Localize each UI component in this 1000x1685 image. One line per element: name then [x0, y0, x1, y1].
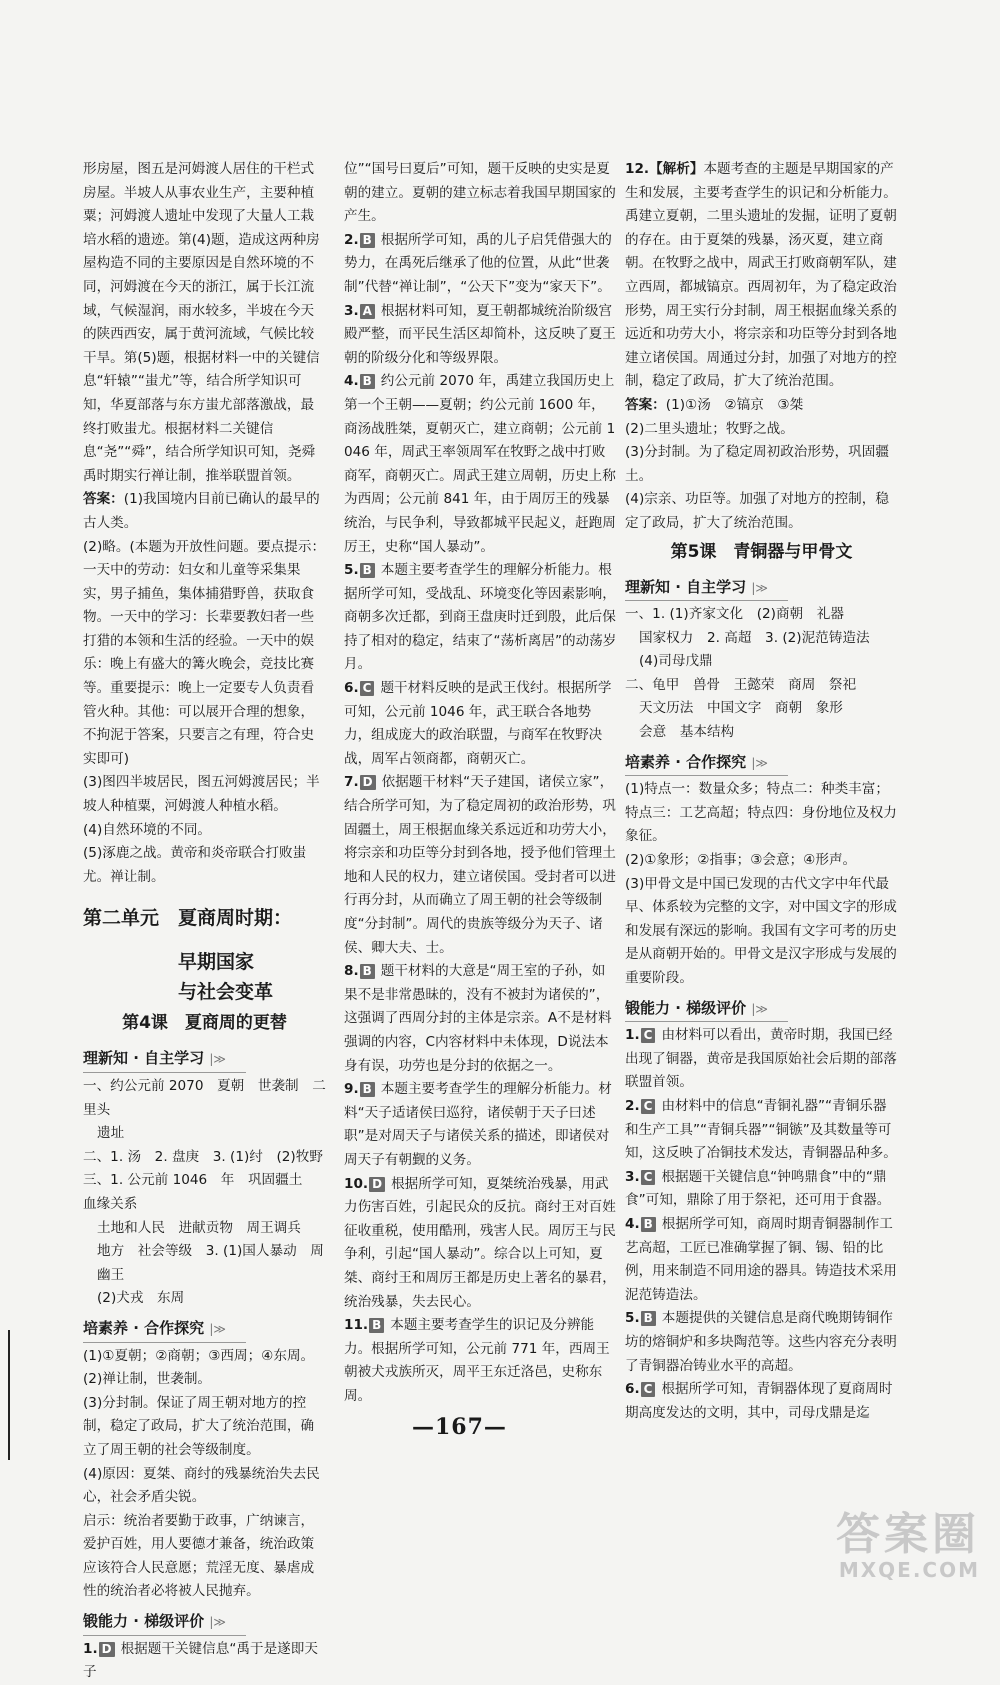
answer-badge: B	[360, 233, 375, 248]
q12-answer-1: 答案：(1)①汤 ②镐京 ③桀	[625, 396, 804, 413]
learn-item: (4)司母戊鼎	[639, 653, 713, 670]
question-item: 5. B 本题提供的关键信息是商代晚期铸铜作坊的熔铜炉和多块陶范等。这些内容充分表明了青铜器冶铸业水平的高超。	[625, 1310, 897, 1374]
question-12: 12.【解析】本题考查的主题是早期国家的产生和发展，主要考查学生的识记和分析能力。禹建立夏朝，二里头遗址的发掘，证明了夏朝的存在。由于夏桀的残暴，汤灭夏，建立商朝。在牧野之战中，周武王打败商朝军队，建立西周，都城镐京。西周初年，为了稳定政治形势，周王实行分封制，周王根据血缘关系的远近和功劳大小，将宗亲和功臣等分封到各地建立诸侯国。周通过分封，加强了对地方的控制，稳定了政局，扩大了统治范围。	[625, 161, 897, 390]
section-heading-explore: 培素养 · 合作探究 |≫	[625, 751, 788, 777]
question-item: 10. D 根据所学可知，夏桀统治残暴，用武力伤害百姓，引起民众的反抗。商纣王对百姓征收重税，使用酷刑，残害人民。周厉王与民争利，引起“国人暴动”。综合以上可知，夏桀、商纣王和周厉王都是历史上著名的暴君，统治残暴，失去民心。	[344, 1175, 616, 1310]
learn-item: (2)犬戎 东周	[97, 1290, 185, 1307]
col1-answer-1: 答案：(1)我国境内目前已确认的最早的古人类。	[83, 491, 320, 531]
column-middle	[344, 158, 617, 1408]
question-item: 2. C 由材料中的信息“青铜礼器”“青铜乐器和生产工具”“青铜兵器”“铜镞”及其数量等可知，这反映了冶铜技术发达，青铜器品种多。	[625, 1097, 897, 1162]
answer-badge: A	[360, 304, 375, 319]
answer-badge: B	[369, 1318, 384, 1333]
learn-item: 地方 社会等级 3. (1)国人暴动 周幽王	[97, 1243, 324, 1283]
question-item: 2. B 根据所学可知，禹的儿子启凭借强大的势力，在禹死后继承了他的位置，从此“世袭制”代替“禅让制”，“公天下”变为“家天下”。	[344, 231, 612, 295]
answer-badge: C	[641, 1170, 656, 1185]
col1-answer-3: (3)图四半坡居民，图五河姆渡居民；半坡人种植粟，河姆渡人种植水稻。	[83, 774, 320, 815]
question-item: 6. C 题干材料反映的是武王伐纣。根据所学可知，公元前 1046 年，武王联合各地势力，组成庞大的政治联盟，与商军在牧野决战，周军占领商都，商朝灭亡。	[344, 680, 612, 767]
answer-label: 答案：	[83, 491, 124, 508]
watermark-logo: 答案圈 MXQE.COM	[836, 1509, 980, 1582]
unit-title-line2: 早期国家	[178, 951, 255, 974]
section-heading-practice: 锻能力 · 梯级评价 |≫	[83, 1610, 246, 1636]
question-item: 9. B 本题主要考查学生的理解分析能力。材料“天子适诸侯曰巡狩，诸侯朝于天子曰述职”是对周天子与诸侯关系的描述，即诸侯对周天子有朝觐的义务。	[344, 1081, 612, 1168]
question-item: 5. B 本题主要考查学生的理解分析能力。根据所学可知，受战乱、环境变化等因素影响，商朝多次迁都，到商王盘庚时迁到殷，此后保持了相对的稳定，结束了“荡析离居”的动荡岁月。	[344, 562, 617, 673]
learn-item: 二、1. 汤 2. 盘庚 3. (1)纣 (2)牧野	[83, 1148, 323, 1165]
unit-title-line3: 与社会变革	[178, 981, 274, 1004]
q12-answer-3: (3)分封制。为了稳定周初政治形势，巩固疆土。	[625, 444, 889, 484]
q12-answer-2: (2)二里头遗址；牧野之战。	[625, 420, 794, 437]
lesson-5-title: 第5课 青铜器与甲骨文	[670, 541, 853, 562]
col1-answer-5: (5)涿鹿之战。黄帝和炎帝联合打败蚩尤。禅让制。	[83, 845, 307, 885]
learn-item: 土地和人民 进献贡物 周王调兵	[97, 1219, 301, 1236]
answer-badge: B	[360, 563, 375, 578]
answer-badge: B	[360, 1082, 375, 1097]
answer-badge: D	[99, 1642, 115, 1657]
page-number: —167—	[412, 1414, 507, 1440]
answer-badge: C	[641, 1028, 656, 1043]
learn-item: 一、约公元前 2070 夏朝 世袭制 二里头	[83, 1078, 326, 1118]
explore-item: (3)甲骨文是中国已发现的古代文字中年代最早、体系较为完整的文字，对中国文字的形成和发展有深远的影响。我国有文字可考的历史是从商朝开始的。甲骨文是汉字形成与发展的重要阶段。	[625, 875, 897, 986]
explore-item: (2)禅让制，世袭制。	[83, 1371, 212, 1388]
answer-badge: D	[360, 775, 376, 790]
col1-intro: 形房屋，图五是河姆渡人居住的干栏式房屋。半坡人从事农业生产，主要种植粟；河姆渡人遗址中发现了大量人工栽培水稻的遗迹。第(4)题，造成这两种房屋构造不同的主要原因是自然环境的不同，河姆渡在今天的浙江，属于长江流域，气候湿润，雨水较多，半坡在今天的陕西西安，属于黄河流域，气候比较干旱。第(5)题，根据材料一中的关键信息“轩辕”“蚩尤”等，结合所学知识可知，华夏部落与东方蚩尤部落激战，最终打败蚩尤。根据材料二关键信息“尧”“舜”，结合所学知识可知，尧舜禹时期实行禅让制，推举联盟首领。	[83, 161, 320, 484]
answer-badge: C	[641, 1382, 656, 1397]
learn-item: 会意 基本结构	[639, 724, 735, 741]
question-item: 1. C 由材料可以看出，黄帝时期，我国已经出现了铜器，黄帝是我国原始社会后期的部落联盟首领。	[625, 1027, 897, 1091]
explore-item: 启示：统治者要勤于政事，广纳谏言，爱护百姓，用人要德才兼备，统治政策应该符合人民意愿；荒淫无度、暴虐成性的统治者必将被人民抛弃。	[83, 1512, 315, 1600]
section-heading-explore: 培素养 · 合作探究 |≫	[83, 1317, 246, 1343]
q12-answer-4: (4)宗亲、功臣等。加强了对地方的控制，稳定了政局，扩大了统治范围。	[625, 491, 889, 531]
answer-badge: B	[360, 374, 375, 389]
explore-item: (3)分封制。保证了周王朝对地方的控制，稳定了政局，扩大了统治范围，确立了周王朝的社会等级制度。	[83, 1394, 315, 1458]
section-heading-learn: 理新知 · 自主学习 |≫	[625, 576, 788, 602]
explore-item: (1)特点一：数量众多；特点二：种类丰富；特点三：工艺高超；特点四：身份地位及权力象征。	[625, 781, 897, 845]
explore-item: (2)①象形；②指事；③会意；④形声。	[625, 852, 857, 869]
col1-answer-4: (4)自然环境的不同。	[83, 821, 212, 838]
section-heading-practice: 锻能力 · 梯级评价 |≫	[625, 997, 788, 1023]
question-item: 6. C 根据所学可知，青铜器体现了夏商周时期高度发达的文明，其中，司母戊鼎是迄	[625, 1381, 893, 1421]
answer-badge: B	[641, 1217, 656, 1232]
question-item: 4. B 约公元前 2070 年，禹建立我国历史上第一个王朝——夏朝；约公元前 1600 年，商汤战胜桀，夏朝灭亡，建立商朝；公元前 1046 年，周武王率领周军在牧野之战中打败商军，商朝灭亡。周武王建立周朝，历史上称为西周；公元前 841 年，由于周厉王的残暴统治，与民争利，导致都城平民起义，赶跑周厉王，史称“国人暴动”。	[344, 373, 616, 555]
col1-answer-2: (2)略。(本题为开放性问题。要点提示：一天中的劳动：妇女和儿童等采集果实，男子捕鱼，集体捕猎野兽，获取食物。一天中的学习：长辈要教妇者一些打猎的本领和生活的经验。一天中的娱乐：晚上有盛大的篝火晚会，竞技比赛等。重要提示：晚上一定要专人负责看管火种。其他：可以展开合理的想象，不拘泥于答案，只要言之有理，符合史实即可)	[83, 538, 326, 767]
column-left	[83, 158, 326, 1685]
learn-item: 遗址	[97, 1125, 125, 1142]
answer-badge: C	[360, 681, 375, 696]
question-item: 11. B 本题主要考查学生的识记及分辨能力。根据所学可知，公元前 771 年，西周王朝被犬戎族所灭，周平王东迁洛邑，史称东周。	[344, 1317, 610, 1404]
explore-item: (1)①夏朝；②商朝；③西周；④东周。	[83, 1347, 315, 1364]
lesson-4-title: 第4课 夏商周的更替	[122, 1013, 287, 1034]
answer-badge: B	[641, 1311, 656, 1326]
answer-badge: D	[369, 1177, 385, 1192]
question-item: 8. B 题干材料的大意是“周王室的子孙，如果不是非常愚昧的，没有不被封为诸侯的”，这强调了西周分封的主体是宗亲。A不是材料强调的内容，C内容材料中未体现，D说法本身有误，功劳也是分封的依据之一。	[344, 963, 612, 1074]
question-1: 1. D 根据题干关键信息“禹于是遂即天子	[83, 1640, 318, 1681]
question-item: 3. A 根据材料可知，夏王朝都城统治阶级宫殿严整，而平民生活区却简朴，这反映了夏王朝的阶级分化和等级界限。	[344, 302, 616, 366]
column-right	[625, 158, 898, 1425]
question-item: 3. C 根据题干关键信息“钟鸣鼎食”中的“鼎食”可知，鼎除了用于祭祀，还可用于食器。	[625, 1168, 891, 1209]
learn-item: 二、龟甲 兽骨 王懿荣 商周 祭祀	[625, 676, 857, 693]
explore-item: (4)原因：夏桀、商纣的残暴统治失去民心，社会矛盾尖锐。	[83, 1465, 320, 1506]
binding-margin-line	[8, 1330, 10, 1460]
learn-item: 一、1. (1)齐家文化 (2)商朝 礼器	[625, 606, 844, 623]
section-heading-learn: 理新知 · 自主学习 |≫	[83, 1047, 246, 1073]
learn-item: 天文历法 中国文字 商朝 象形	[639, 700, 843, 717]
answer-badge: B	[360, 964, 375, 979]
answer-badge: C	[641, 1099, 656, 1114]
question-item: 7. D 依据题干材料“天子建国，诸侯立家”，结合所学可知，为了稳定周初的政治形势，巩固疆土，周王根据血缘关系远近和功劳大小，将宗亲和功臣等分封到各地，授予他们管理土地和人民的权力，建立诸侯国。受封者可以进行再分封，从而确立了周王朝的社会等级制度“分封制”。周代的贵族等级分为天子、诸侯、卿大夫、士。	[344, 774, 616, 956]
learn-item: 三、1. 公元前 1046 年 巩固疆土 血缘关系	[83, 1172, 316, 1212]
learn-item: 国家权力 2. 高超 3. (2)泥范铸造法	[639, 629, 870, 646]
unit-title: 第二单元 夏商周时期：	[83, 907, 293, 930]
col2-intro: 位”“国号曰夏后”可知，题干反映的史实是夏朝的建立。夏朝的建立标志着我国早期国家的产生。	[344, 161, 616, 225]
question-item: 4. B 根据所学可知，商周时期青铜器制作工艺高超，工匠已准确掌握了铜、锡、铅的比例，用来制造不同用途的器具。铸造技术采用泥范铸造法。	[625, 1215, 897, 1303]
